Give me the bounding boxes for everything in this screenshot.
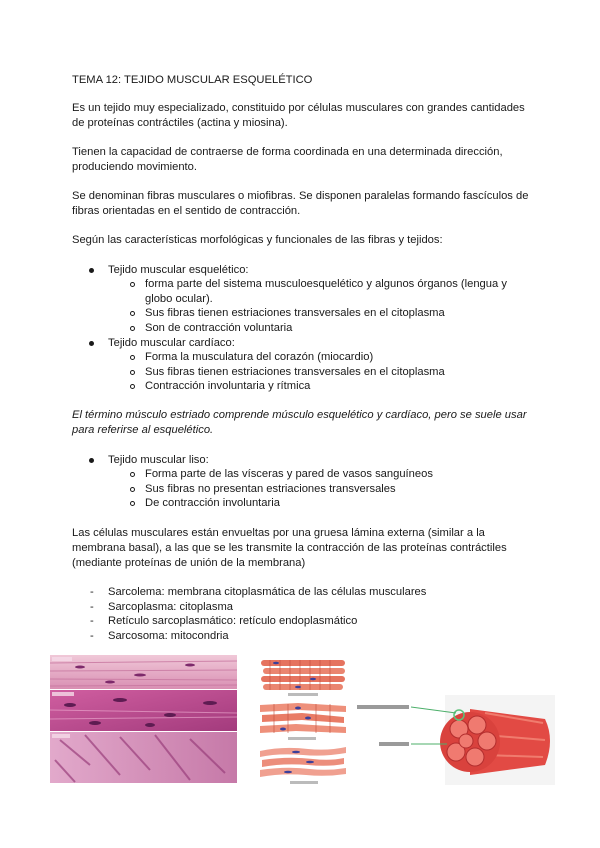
sub-bullet-icon — [130, 501, 135, 506]
list-item-liso: Tejido muscular liso: — [108, 454, 209, 466]
dash-icon: - — [90, 586, 94, 598]
histology-micrograph-image — [50, 655, 237, 783]
paragraph-2-line-2: produciendo movimiento. — [72, 161, 197, 173]
dash-icon: - — [90, 601, 94, 613]
intro-line-1: Es un tejido muy especializado, constituido por células musculares con grandes cantidades — [72, 102, 525, 114]
sub-item-card-1: Forma la musculatura del corazón (miocardio) — [145, 351, 374, 363]
sub-item-liso-2: Sus fibras no presentan estriaciones transversales — [145, 483, 396, 495]
dash-icon: - — [90, 615, 94, 627]
sub-item-esq-3: Son de contracción voluntaria — [145, 322, 293, 334]
sub-item-esq-1-line-2: globo ocular). — [145, 293, 213, 305]
sub-bullet-icon — [130, 384, 135, 389]
note-line-1: El término músculo estriado comprende músculo esquelético y cardíaco, pero se suele usar — [72, 409, 527, 421]
note-line-2: para referirse al esquelético. — [72, 424, 214, 436]
sub-item-liso-3: De contracción involuntaria — [145, 497, 280, 509]
sub-item-esq-1-line-1: forma parte del sistema musculoesquelético y algunos órganos (lengua y — [145, 278, 507, 290]
bullet-icon — [89, 268, 94, 273]
sub-bullet-icon — [130, 282, 135, 287]
intro-line-2: de proteínas contráctiles (actina y miosina). — [72, 117, 288, 129]
sub-bullet-icon — [130, 311, 135, 316]
bullet-icon — [89, 458, 94, 463]
term-item: Sarcoplasma: citoplasma — [108, 601, 233, 613]
dash-icon: - — [90, 630, 94, 642]
paragraph-4: Según las características morfológicas y funcionales de las fibras y tejidos: — [72, 234, 443, 246]
list-item-cardiaco: Tejido muscular cardíaco: — [108, 337, 235, 349]
term-item: Sarcolema: membrana citoplasmática de las células musculares — [108, 586, 427, 598]
page-title: TEMA 12: TEJIDO MUSCULAR ESQUELÉTICO — [72, 74, 313, 86]
paragraph-5-line-2: membrana basal), a las que se les transmite la contracción de las proteínas contráctiles — [72, 542, 507, 554]
sub-bullet-icon — [130, 370, 135, 375]
muscle-fibers-diagram-image — [258, 657, 350, 787]
sub-bullet-icon — [130, 487, 135, 492]
paragraph-3-line-2: fibras orientadas en el sentido de contracción. — [72, 205, 301, 217]
sub-item-liso-1: Forma parte de las vísceras y pared de vasos sanguíneos — [145, 468, 433, 480]
sub-bullet-icon — [130, 355, 135, 360]
sub-item-card-2: Sus fibras tienen estriaciones transversales en el citoplasma — [145, 366, 445, 378]
sub-bullet-icon — [130, 326, 135, 331]
muscle-bundle-illustration-image — [355, 695, 555, 785]
sub-item-card-3: Contracción involuntaria y rítmica — [145, 380, 311, 392]
bullet-icon — [89, 341, 94, 346]
paragraph-2-line-1: Tienen la capacidad de contraerse de forma coordinada en una determinada dirección, — [72, 146, 503, 158]
paragraph-3-line-1: Se denominan fibras musculares o miofibras. Se disponen paralelas formando fascículos de — [72, 190, 529, 202]
list-item-esqueletico: Tejido muscular esquelético: — [108, 264, 249, 276]
sub-bullet-icon — [130, 472, 135, 477]
term-item: Sarcosoma: mitocondria — [108, 630, 229, 642]
sub-item-esq-2: Sus fibras tienen estriaciones transversales en el citoplasma — [145, 307, 445, 319]
term-item: Retículo sarcoplasmático: retículo endoplasmático — [108, 615, 358, 627]
paragraph-5-line-3: (mediante proteínas de unión de la membrana) — [72, 557, 306, 569]
paragraph-5-line-1: Las células musculares están envueltas por una gruesa lámina externa (similar a la — [72, 527, 485, 539]
